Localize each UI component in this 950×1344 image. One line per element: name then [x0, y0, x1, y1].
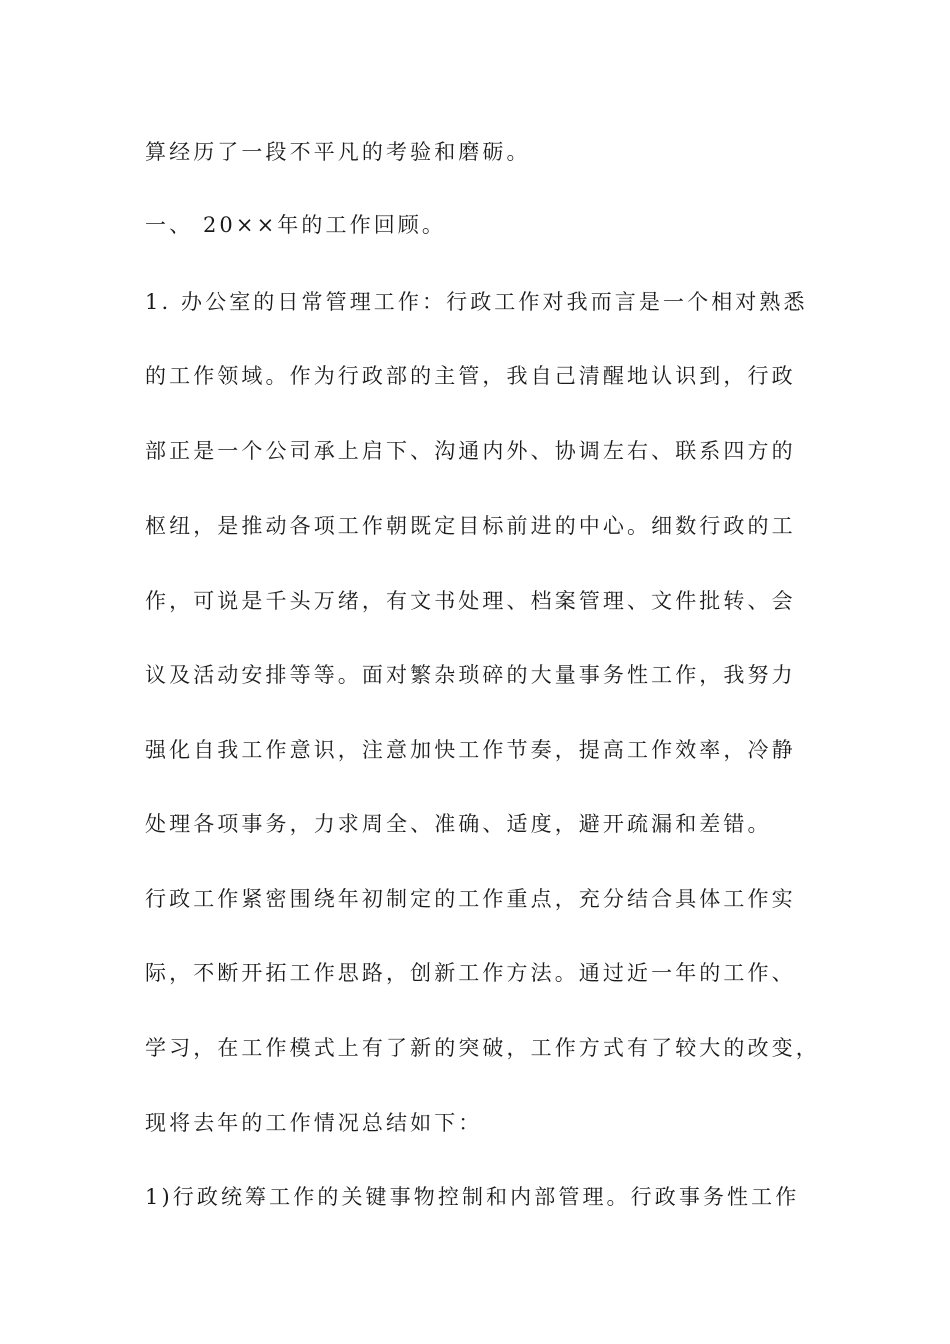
text-line: 作，可说是千头万绪，有文书处理、档案管理、文件批转、会 — [145, 589, 796, 613]
text-line: 1)行政统筹工作的关键事物控制和内部管理。行政事务性工作 — [145, 1185, 800, 1209]
text-line: 现将去年的工作情况总结如下： — [145, 1111, 483, 1135]
text-line: 的工作领域。作为行政部的主管，我自己清醒地认识到，行政 — [145, 364, 796, 388]
text-line: 际，不断开拓工作思路，创新工作方法。通过近一年的工作、 — [145, 961, 796, 985]
text-line: 1. 办公室的日常管理工作：行政工作对我而言是一个相对熟悉 — [145, 290, 808, 314]
text-line: 处理各项事务，力求周全、准确、适度，避开疏漏和差错。 — [145, 812, 772, 836]
text-line: 行政工作紧密围绕年初制定的工作重点，充分结合具体工作实 — [145, 887, 796, 911]
section-heading: 一、 20××年的工作回顾。 — [145, 213, 446, 237]
text-line: 枢纽，是推动各项工作朝既定目标前进的中心。细数行政的工 — [145, 514, 796, 538]
text-line: 算经历了一段不平凡的考验和磨砺。 — [145, 140, 531, 164]
text-line: 强化自我工作意识，注意加快工作节奏，提高工作效率，冷静 — [145, 738, 796, 762]
text-line: 部正是一个公司承上启下、沟通内外、协调左右、联系四方的 — [145, 439, 796, 463]
text-line: 议及活动安排等等。面对繁杂琐碎的大量事务性工作，我努力 — [145, 663, 796, 687]
text-line: 学习，在工作模式上有了新的突破，工作方式有了较大的改变， — [145, 1036, 820, 1060]
